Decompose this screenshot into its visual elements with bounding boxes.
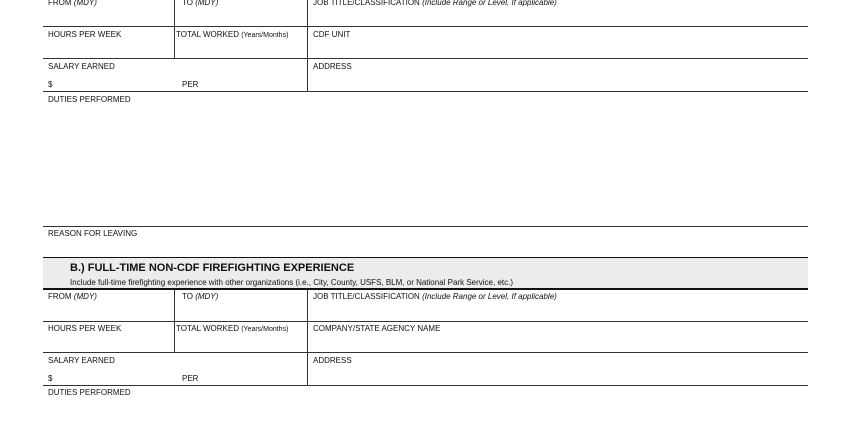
b-col-divider-2 xyxy=(307,289,308,322)
b-dollar-sign: $ xyxy=(48,374,53,383)
a-row-divider-2 xyxy=(43,58,808,59)
a-col-divider-5 xyxy=(307,58,308,92)
b-salary-label: SALARY EARNED xyxy=(48,356,115,365)
a-duties-label: DUTIES PERFORMED xyxy=(48,95,131,104)
b-job-title-label: JOB TITLE/CLASSIFICATION (Include Range or Level, If applicable) xyxy=(313,292,557,301)
b-col-divider-4 xyxy=(307,321,308,353)
a-col-divider-3 xyxy=(174,26,175,59)
b-col-divider-5 xyxy=(307,352,308,386)
a-to-label: TO (MDY) xyxy=(182,0,219,7)
b-address-label: ADDRESS xyxy=(313,356,352,365)
a-dollar-sign: $ xyxy=(48,80,53,89)
b-section-title: B.) FULL-TIME NON-CDF FIREFIGHTING EXPERIENCE xyxy=(70,262,355,274)
a-col-divider-2 xyxy=(307,0,308,27)
b-row-divider-3 xyxy=(43,385,808,386)
b-to-label: TO (MDY) xyxy=(182,292,219,301)
a-col-divider-1 xyxy=(174,0,175,27)
b-col-divider-1 xyxy=(174,289,175,322)
a-col-divider-4 xyxy=(307,26,308,59)
a-per-label: PER xyxy=(182,80,199,89)
a-address-label: ADDRESS xyxy=(313,62,352,71)
b-agency-label: COMPANY/STATE AGENCY NAME xyxy=(313,324,441,333)
a-unit-label: CDF UNIT xyxy=(313,30,351,39)
a-from-label: FROM (MDY) xyxy=(48,0,97,7)
a-row-divider-3 xyxy=(43,91,808,92)
b-section-subtitle: Include full-time firefighting experience with other organizations (i.e., City, County, USFS, BLM, or National Park Service, etc.) xyxy=(70,278,513,287)
b-header-rule xyxy=(43,288,808,290)
b-row-divider-1 xyxy=(43,321,808,322)
b-hours-label: HOURS PER WEEK xyxy=(48,324,122,333)
b-from-label: FROM (MDY) xyxy=(48,292,97,301)
a-reason-label: REASON FOR LEAVING xyxy=(48,229,138,238)
a-salary-label: SALARY EARNED xyxy=(48,62,115,71)
b-total-worked-label: TOTAL WORKED (Years/Months) xyxy=(176,324,289,333)
a-total-worked-label: TOTAL WORKED (Years/Months) xyxy=(176,30,289,39)
b-row-divider-2 xyxy=(43,352,808,353)
b-per-label: PER xyxy=(182,374,199,383)
b-col-divider-3 xyxy=(174,321,175,353)
b-duties-label: DUTIES PERFORMED xyxy=(48,388,131,397)
a-job-title-label: JOB TITLE/CLASSIFICATION (Include Range or Level, If applicable) xyxy=(313,0,557,7)
a-row-divider-4 xyxy=(43,226,808,227)
a-row-divider-1 xyxy=(43,26,808,27)
a-hours-label: HOURS PER WEEK xyxy=(48,30,122,39)
